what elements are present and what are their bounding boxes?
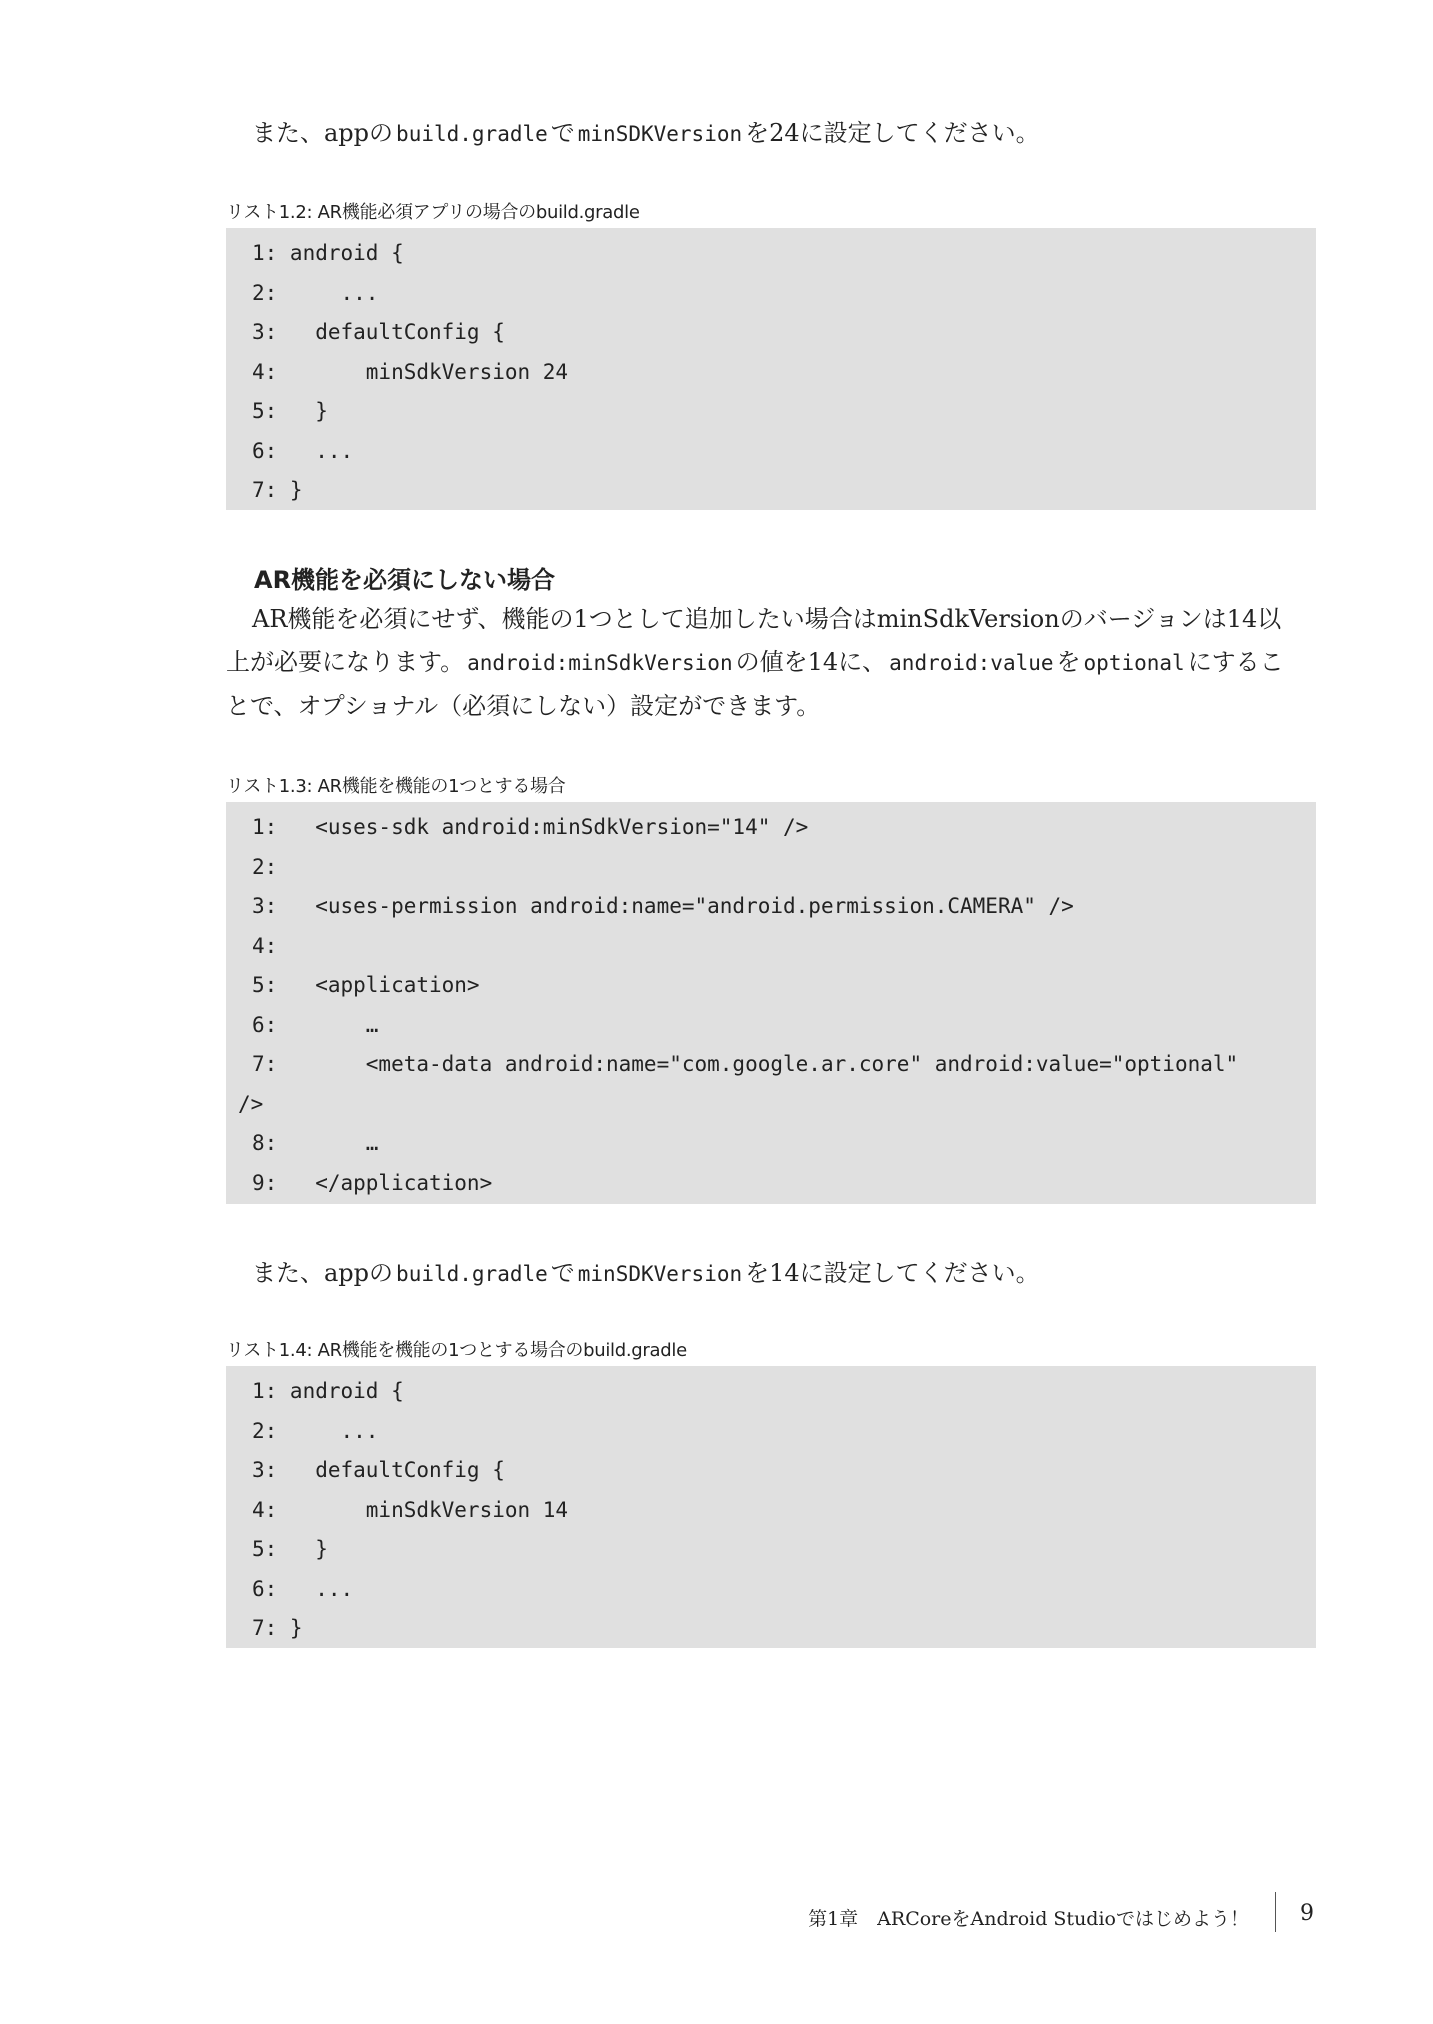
listing-2-code-block	[226, 228, 1316, 510]
code-line: 5: }	[252, 1537, 328, 1561]
code-line: 2:	[252, 854, 278, 879]
intro-text-3: を24に設定してください。	[745, 119, 1040, 147]
section-line-1-text: AR機能を必須にせず、機能の1つとして追加したい場合はminSdkVersionのバージョンは14以	[252, 605, 1282, 633]
code-line: 2: ...	[252, 1418, 379, 1443]
page-number: 9	[1300, 1901, 1314, 1926]
code-line: 2: ...	[252, 280, 379, 305]
footer-divider	[1275, 1892, 1276, 1932]
section-line-3-text: とで、オプショナル（必須にしない）設定ができます。	[226, 692, 821, 720]
section-heading: AR機能を必須にしない場合	[254, 566, 556, 594]
section-line-2-text-4: にするこ	[1187, 648, 1284, 676]
code-line: 9: </application>	[252, 1170, 493, 1195]
code-line: 4: minSdkVersion 14	[252, 1497, 569, 1522]
section-line-3	[226, 685, 1316, 728]
listing-4-caption: リスト1.4: AR機能を機能の1つとする場合のbuild.gradle	[226, 1340, 687, 1361]
code-line: 1: android {	[252, 241, 404, 265]
outro-text-1: また、appの	[252, 1259, 394, 1287]
intro-text-2: で	[550, 119, 575, 147]
listing-4-code-block	[226, 1366, 1316, 1648]
code-line: 6: ...	[252, 438, 354, 463]
chapter-footer: 第1章 ARCoreをAndroid Studioではじめよう！	[808, 1908, 1249, 1930]
section-line-2-code-2: android:value	[889, 651, 1054, 675]
outro-code-2: minSDKVersion	[577, 1262, 743, 1286]
listing-3-caption: リスト1.3: AR機能を機能の1つとする場合	[226, 776, 566, 797]
code-line: 1: android {	[252, 1379, 404, 1403]
section-line-2-code-1: android:minSdkVersion	[467, 651, 733, 675]
section-line-2-text-3: を	[1056, 648, 1081, 676]
listing-2-caption: リスト1.2: AR機能必須アプリの場合のbuild.gradle	[226, 202, 640, 223]
section-paragraph	[226, 598, 1316, 728]
code-line: 7: }	[252, 478, 303, 502]
section-line-2-text-1: 上が必要になります。	[226, 648, 465, 676]
code-line: 4:	[252, 933, 278, 958]
code-line: 8: …	[252, 1131, 379, 1155]
section-line-1	[226, 598, 1316, 641]
intro-code-1: build.gradle	[396, 122, 548, 146]
code-line: 4: minSdkVersion 24	[252, 359, 569, 384]
code-line: 3: defaultConfig {	[252, 1458, 505, 1482]
outro-text-3: を14に設定してください。	[745, 1259, 1040, 1287]
intro-text-1: また、appの	[252, 119, 394, 147]
code-line: 6: …	[252, 1012, 379, 1037]
section-line-2-text-2: の値を14に、	[735, 648, 887, 676]
outro-text-2: で	[550, 1259, 575, 1287]
code-line: 1: <uses-sdk android:minSdkVersion="14" />	[252, 815, 809, 839]
section-line-2-code-3: optional	[1083, 651, 1185, 675]
section-line-2	[226, 641, 1316, 685]
code-line: 5: }	[252, 399, 328, 423]
outro-paragraph	[226, 1252, 1316, 1296]
outro-code-1: build.gradle	[396, 1262, 548, 1286]
intro-paragraph	[226, 112, 1316, 156]
intro-code-2: minSDKVersion	[577, 122, 743, 146]
code-line: 6: ...	[252, 1576, 354, 1601]
code-line: 5: <application>	[252, 973, 480, 997]
code-line: 7: }	[252, 1616, 303, 1640]
code-line: 3: <uses-permission android:name="android.permission.CAMERA" />	[252, 894, 1074, 918]
code-line-wrap: />	[238, 1091, 264, 1116]
listing-3-code-block	[226, 802, 1316, 1204]
code-line: 3: defaultConfig {	[252, 320, 505, 344]
code-line: 7: <meta-data android:name="com.google.ar.core" android:value="optional"	[252, 1052, 1239, 1076]
